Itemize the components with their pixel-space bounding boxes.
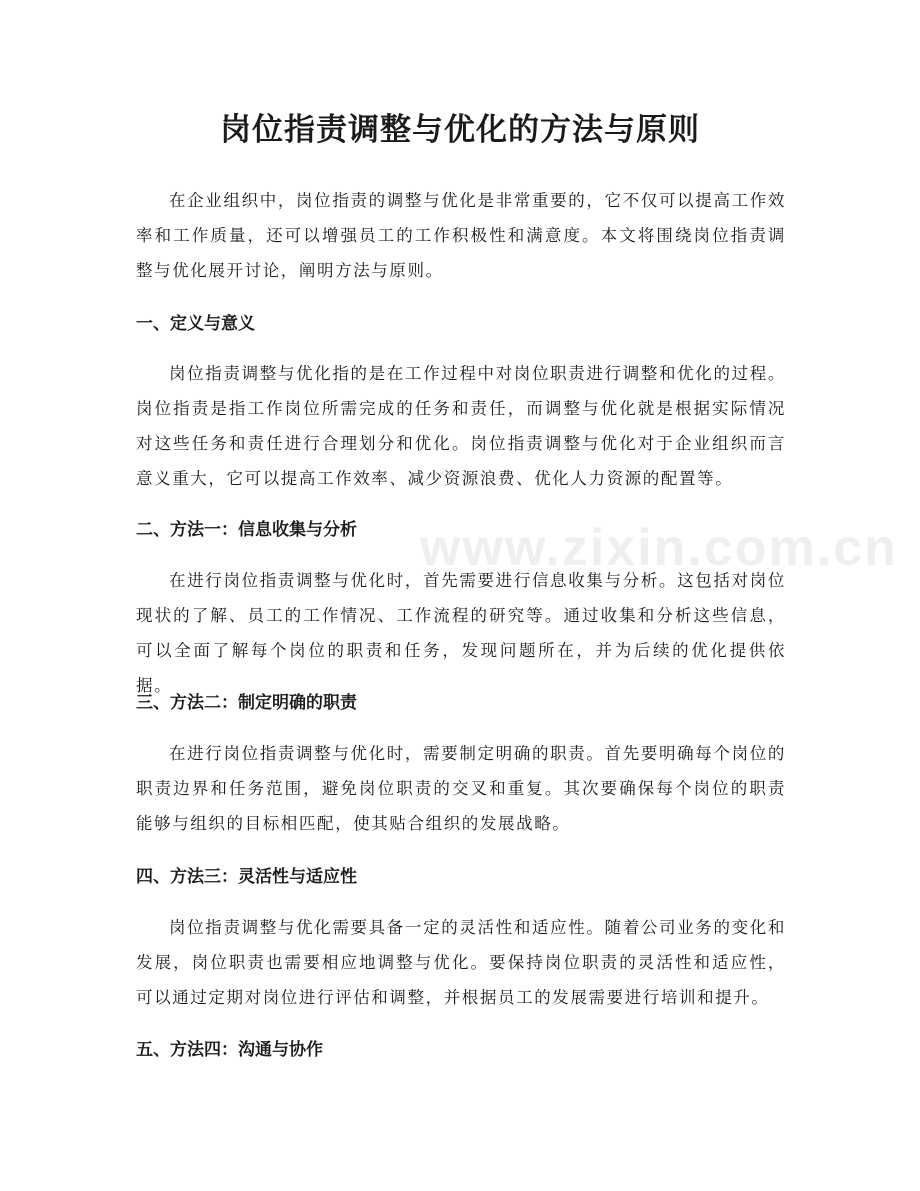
section-heading-3: 三、方法二：制定明确的职责 — [136, 693, 357, 713]
section-body-1: 岗位指责调整与优化指的是在工作过程中对岗位职责进行调整和优化的过程。岗位指责是指工作岗位所需完成的任务和责任，而调整与优化就是根据实际情况对这些任务和责任进行合理划分和优化。岗位指责调整与优化对于企业组织而言意义重大，它可以提高工作效率、减少资源浪费、优化人力资源的配置等。 — [136, 364, 786, 488]
section-heading-4: 四、方法三：灵活性与适应性 — [136, 867, 357, 887]
section-heading-2: 二、方法一：信息收集与分析 — [136, 520, 357, 540]
section-body-4: 岗位指责调整与优化需要具备一定的灵活性和适应性。随着公司业务的变化和发展，岗位职责也需要相应地调整与优化。要保持岗位职责的灵活性和适应性，可以通过定期对岗位进行评估和调整，并根据员工的发展需要进行培训和提升。 — [136, 918, 786, 1007]
section-body-3: 在进行岗位指责调整与优化时，需要制定明确的职责。首先要明确每个岗位的职责边界和任务范围，避免岗位职责的交叉和重复。其次要确保每个岗位的职责能够与组织的目标相匹配，使其贴合组织的发展战略。 — [136, 744, 786, 833]
section-body-2: 在进行岗位指责调整与优化时，首先需要进行信息收集与分析。这包括对岗位现状的了解、员工的工作情况、工作流程的研究等。通过收集和分析这些信息，可以全面了解每个岗位的职责和任务，发现问题所在，并为后续的优化提供依据。 — [136, 571, 786, 695]
intro-paragraph: 在企业组织中，岗位指责的调整与优化是非常重要的，它不仅可以提高工作效率和工作质量，还可以增强员工的工作积极性和满意度。本文将围绕岗位指责调整与优化展开讨论，阐明方法与原则。 — [136, 191, 786, 280]
section-heading-1: 一、定义与意义 — [136, 314, 255, 334]
section-heading-5: 五、方法四：沟通与协作 — [136, 1040, 323, 1060]
watermark: www.zixin.com.cn — [420, 519, 898, 577]
document-title: 岗位指责调整与优化的方法与原则 — [220, 112, 700, 148]
